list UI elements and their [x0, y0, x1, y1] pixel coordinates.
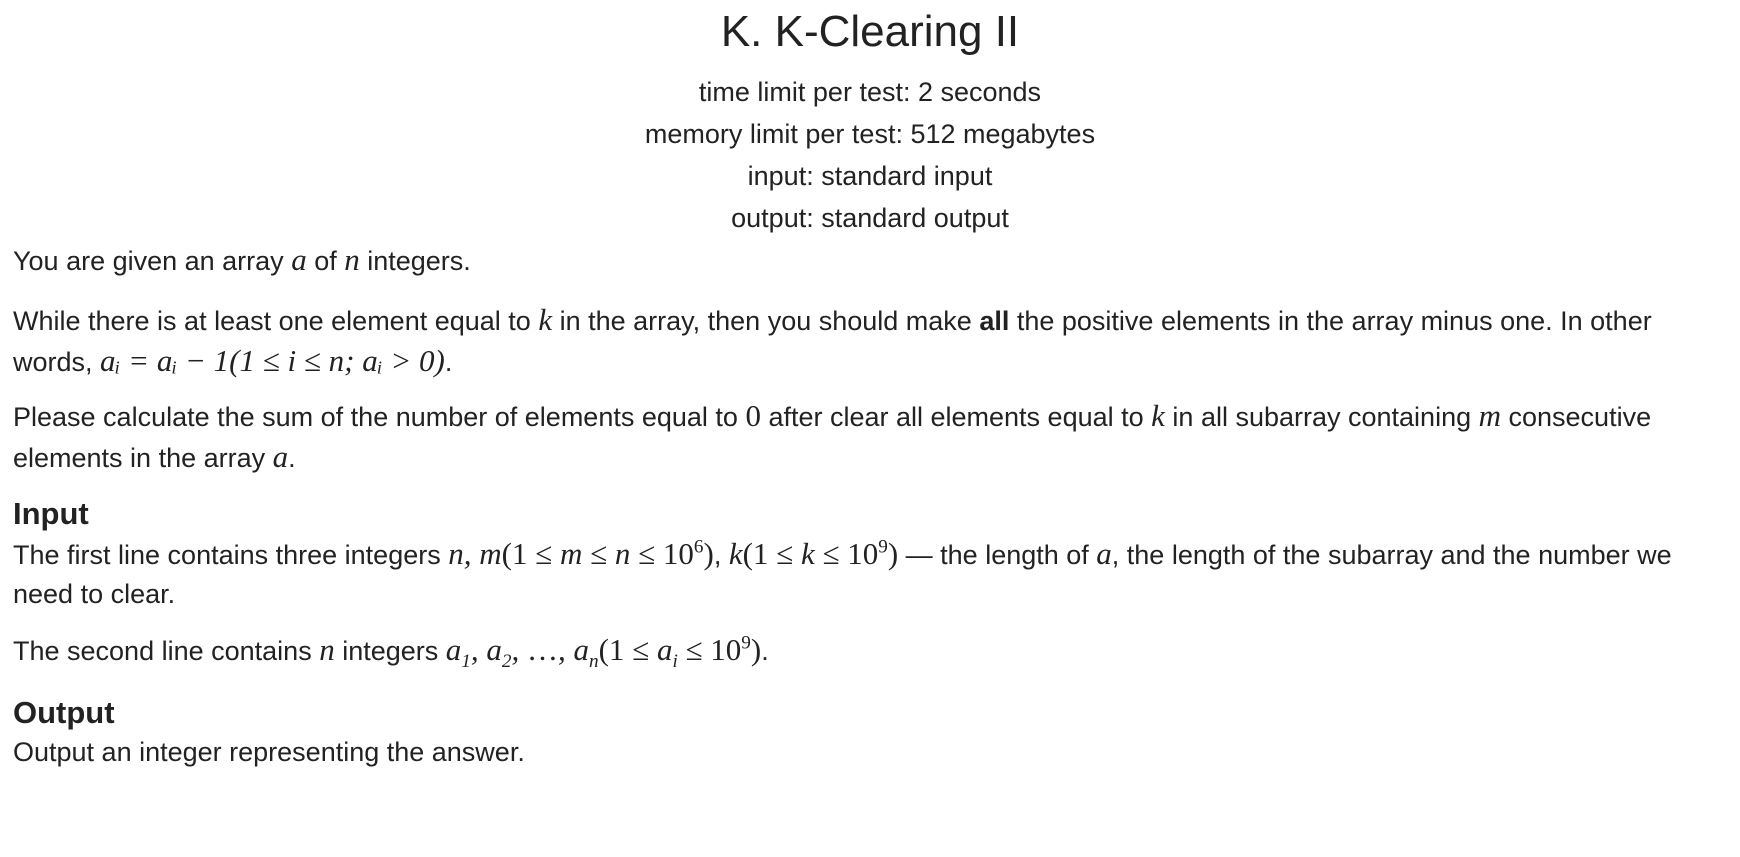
var-n: n: [319, 632, 335, 667]
memory-limit: memory limit per test: 512 megabytes: [644, 119, 1096, 149]
var-a: a: [272, 439, 289, 474]
var-k: k: [1151, 398, 1165, 433]
bold-all: all: [979, 306, 1010, 336]
var-n: n: [344, 242, 360, 277]
var-k: k: [538, 302, 553, 337]
statement-paragraph-3: Please calculate the sum of the number of elements equal to 0 after clear all elements equal to k in all subarray containing m consecutive elements in the array a.: [13, 398, 1652, 474]
statement-paragraph-2: While there is at least one element equal to k in the array, then you should make all the positive elements in the array minus one. In other words, aᵢ = aᵢ − 1(1 ≤ i ≤ n; aᵢ > 0).: [13, 302, 1652, 378]
input-heading: Input: [13, 496, 89, 531]
output-section: [13, 693, 1733, 772]
time-limit: time limit per test: 2 seconds: [698, 77, 1042, 107]
var-m: m: [1478, 398, 1501, 433]
formula-constraints-k: $k(1 \le k \le 10^9)$: [728, 536, 899, 571]
input-line-2: The second line contains n integers $a_1$, $a_2$, …, $a_n(1 \le a_i \le 10^9)$.: [13, 632, 769, 673]
output-text: Output an integer representing the answer.: [13, 737, 525, 767]
output-file: output: standard output: [731, 203, 1009, 233]
formula-decrement: aᵢ = aᵢ − 1(1 ≤ i ≤ n; aᵢ > 0): [100, 343, 445, 378]
var-a: a: [291, 242, 307, 277]
problem-title: K. K-Clearing II: [720, 7, 1020, 56]
const-zero: 0: [745, 398, 761, 433]
formula-constraints-nm: n, $m(1 \le m \le n \le 10^6)$: [448, 536, 714, 571]
input-paragraph-2: [13, 630, 1733, 671]
output-heading: Output: [13, 695, 115, 730]
input-file: input: standard input: [747, 161, 993, 191]
input-line-1: The first line contains three integers n, $m(1 \le m \le n \le 10^6)$, $k(1 \le k \le 10^9)$ — the length of a, the length of the subarray and the number we need to clear.: [13, 536, 1672, 609]
statement-paragraph-1: You are given an array a of n integers.: [13, 242, 471, 277]
formula-array: $a_1$, $a_2$, …, $a_n(1 \le a_i \le 10^9)$: [445, 632, 762, 673]
problem-header: [0, 0, 1740, 239]
input-section: [13, 494, 1733, 614]
var-a: a: [1096, 536, 1112, 571]
